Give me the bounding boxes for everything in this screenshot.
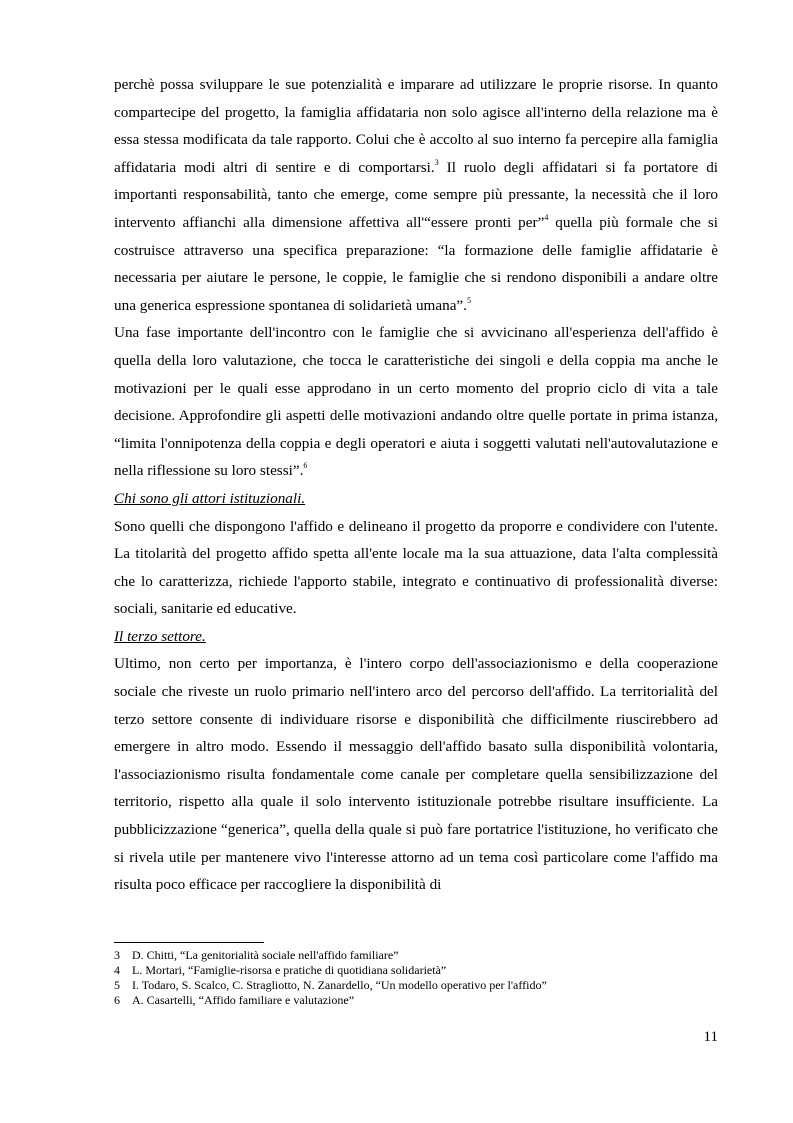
footnote-number: 5 xyxy=(114,978,120,992)
footnote-ref-4[interactable]: 4 xyxy=(544,212,549,222)
footnote-number: 3 xyxy=(114,948,120,962)
section-heading-attori-istituzionali: Chi sono gli attori istituzionali. xyxy=(114,489,306,507)
footnote-text: A. Casartelli, “Affido familiare e valutazione” xyxy=(132,993,355,1007)
footnote-ref-3[interactable]: 3 xyxy=(434,157,439,167)
footnote-item xyxy=(114,978,718,993)
page-body xyxy=(114,71,718,899)
footnote-separator xyxy=(114,942,264,943)
paragraph-1 xyxy=(114,71,718,319)
footnote-item xyxy=(114,948,718,963)
section-heading-terzo-settore: Il terzo settore. xyxy=(114,627,206,645)
footnote-ref-5[interactable]: 5 xyxy=(466,295,471,305)
footnote-text: D. Chitti, “La genitorialità sociale nell'affido familiare” xyxy=(132,948,399,962)
paragraph-1-text-c: quella più formale che si costruisce attraverso una specifica preparazione: “la formazione delle famiglie affidatarie è necessaria per aiutare le persone, le coppie, le famiglie che si rendono disponibili a andare oltre una generica espressione spontanea di solidarietà umana”. xyxy=(114,213,718,314)
footnote-ref-6[interactable]: 6 xyxy=(303,461,308,471)
footnotes xyxy=(114,948,718,1008)
footnote-text: L. Mortari, “Famiglie-risorsa e pratiche di quotidiana solidarietà” xyxy=(132,963,447,977)
page-number: 11 xyxy=(703,1029,718,1045)
paragraph-1-text-a: perchè possa sviluppare le sue potenzialità e imparare ad utilizzare le proprie risorse. In quanto compartecipe del progetto, la famiglia affidataria non solo agisce all'interno della relazione ma è essa stessa modificata da tale rapporto. Colui che è accolto al suo interno fa percepire alla famiglia affidataria modi altri di sentire e di comportarsi. xyxy=(114,76,718,176)
paragraph-4: Ultimo, non certo per importanza, è l'intero corpo dell'associazionismo e della cooperazione sociale che riveste un ruolo primario nell'intero arco del percorso dell'affido. La territorialità del terzo settore consente di individuare risorse e disponibilità che difficilmente riuscirebbero ad emergere in altro modo. Essendo il messaggio dell'affido basato sulla disponibilità volontaria, l'associazionismo risulta fondamentale come canale per completare quella sensibilizzazione del territorio, rispetto alla quale il solo intervento istituzionale potrebbe risultare insufficiente. La pubblicizzazione “generica”, quella della quale si può fare portatrice l'istituzione, ho verificato che si rivela utile per mantenere vivo l'interesse attorno ad un tema così particolare come l'affido ma risulta poco efficace per raccogliere la disponibilità di xyxy=(114,655,718,894)
footnote-number: 4 xyxy=(114,963,120,977)
paragraph-3: Sono quelli che dispongono l'affido e delineano il progetto da proporre e condividere con l'utente. La titolarità del progetto affido spetta all'ente locale ma la sua attuazione, data l'alta complessità che lo caratterizza, richiede l'apporto stabile, integrato e continuativo di professionalità diverse: sociali, sanitarie ed educative. xyxy=(114,517,718,618)
paragraph-2 xyxy=(114,319,718,485)
paragraph-2-text: Una fase importante dell'incontro con le famiglie che si avvicinano all'esperienza dell'affido è quella della loro valutazione, che tocca le caratteristiche dei singoli e della coppia ma anche le motivazioni per le quali esse approdano in un certo momento del proprio ciclo di vita a tale decisione. Approfondire gli aspetti delle motivazioni andando oltre quelle portate in prima istanza, “limita l'onnipotenza della coppia e degli operatori e aiuta i soggetti valutati nell'autovalutazione e nella riflessione su loro stessi”. xyxy=(114,324,718,480)
footnote-item xyxy=(114,993,718,1008)
footnote-item xyxy=(114,963,718,978)
footnote-text: I. Todaro, S. Scalco, C. Stragliotto, N. Zanardello, “Un modello operativo per l'affido” xyxy=(132,978,547,992)
paragraph-1-text-b: Il ruolo degli affidatari si fa portatore di importanti responsabilità, tanto che emerge, come sempre più pressante, la necessità che il loro intervento affianchi alla dimensione affettiva all'“essere pronti per” xyxy=(114,158,719,231)
footnote-number: 6 xyxy=(114,993,120,1007)
